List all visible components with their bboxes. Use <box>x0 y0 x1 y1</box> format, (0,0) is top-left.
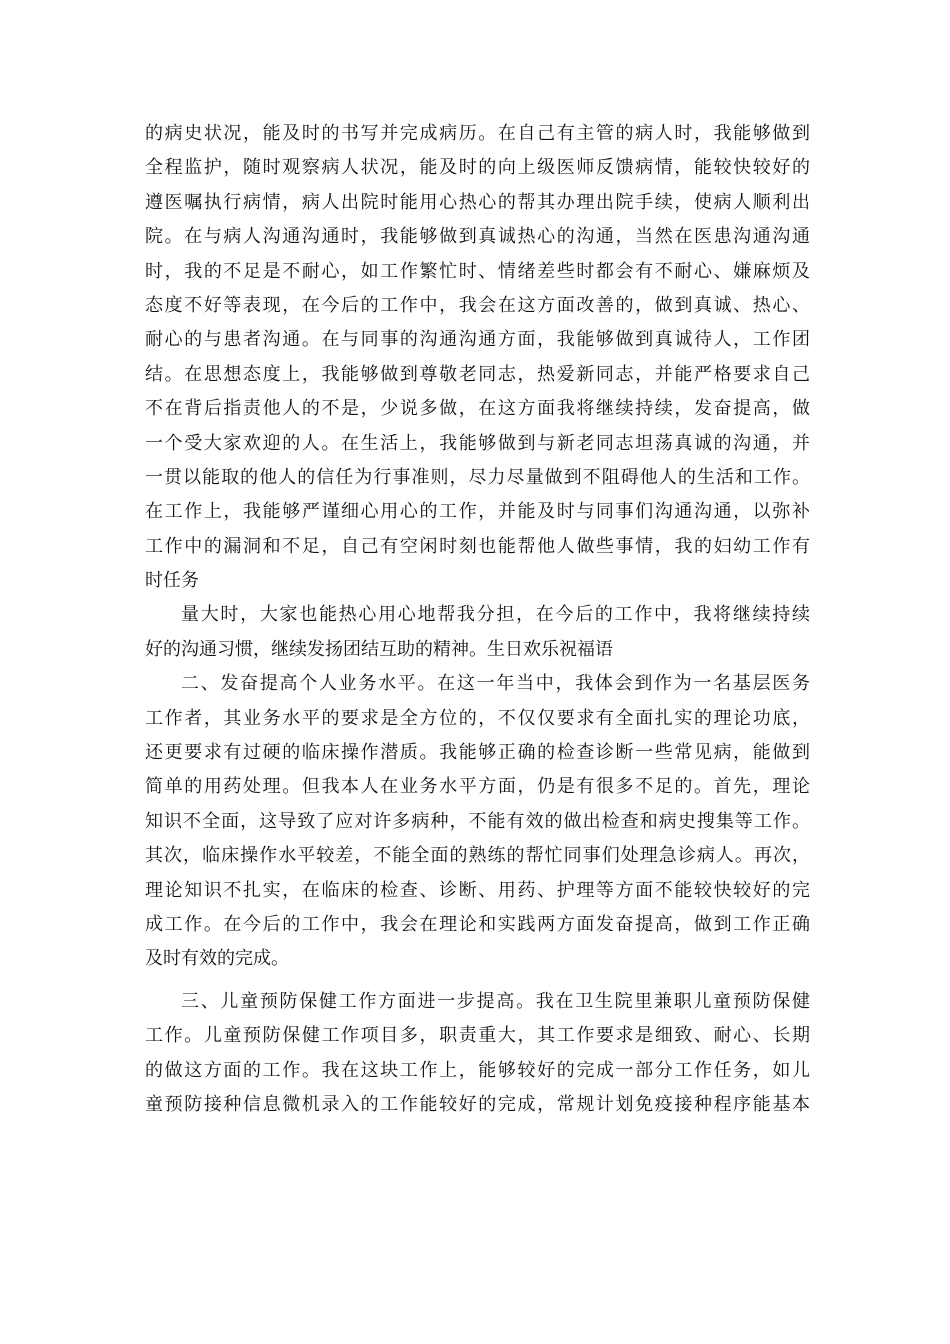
text-line: 时，我的不足是不耐心，如工作繁忙时、情绪差些时都会有不耐心、嫌麻烦及 <box>145 260 810 282</box>
text-line: 工作。儿童预防保健工作项目多，职责重大，其工作要求是细致、耐心、长期 <box>145 1025 810 1047</box>
text-line: 遵医嘱执行病情，病人出院时能用心热心的帮其办理出院手续，使病人顺利出 <box>145 191 810 213</box>
text-line: 不在背后指责他人的不是，少说多做，在这方面我将继续持续，发奋提高，做 <box>145 398 810 420</box>
text-line: 简单的用药处理。但我本人在业务水平方面，仍是有很多不足的。首先，理论 <box>145 776 810 798</box>
text-line: 一个受大家欢迎的人。在生活上，我能够做到与新老同志坦荡真诚的沟通，并 <box>145 432 810 454</box>
text-line: 工作中的漏洞和不足，自己有空闲时刻也能帮他人做些事情，我的妇幼工作有 <box>145 535 810 557</box>
text-line: 的做这方面的工作。我在这块工作上，能够较好的完成一部分工作任务，如儿 <box>145 1059 810 1081</box>
paragraph-1 <box>145 117 810 598</box>
text-line: 结。在思想态度上，我能够做到尊敬老同志，热爱新同志，并能严格要求自己 <box>145 363 810 385</box>
paragraph-2 <box>145 598 810 667</box>
text-line: 童预防接种信息微机录入的工作能较好的完成，常规计划免疫接种程序能基本 <box>145 1093 810 1115</box>
text-line: 其次，临床操作水平较差，不能全面的熟练的帮忙同事们处理急诊病人。再次， <box>145 845 810 867</box>
text-line: 耐心的与患者沟通。在与同事的沟通沟通方面，我能够做到真诚待人，工作团 <box>145 329 810 351</box>
paragraph-spacer <box>145 977 810 985</box>
text-line: 三、儿童预防保健工作方面进一步提高。我在卫生院里兼职儿童预防保健 <box>181 990 810 1012</box>
text-line: 及时有效的完成。 <box>145 948 289 970</box>
text-line: 态度不好等表现，在今后的工作中，我会在这方面改善的，做到真诚、热心、 <box>145 294 810 316</box>
text-line: 知识不全面，这导致了应对许多病种，不能有效的做出检查和病史搜集等工作。 <box>145 810 810 832</box>
text-line: 理论知识不扎实，在临床的检查、诊断、用药、护理等方面不能较快较好的完 <box>145 879 810 901</box>
text-line: 成工作。在今后的工作中，我会在理论和实践两方面发奋提高，做到工作正确 <box>145 913 810 935</box>
text-line: 的病史状况，能及时的书写并完成病历。在自己有主管的病人时，我能够做到 <box>145 123 810 144</box>
text-line: 量大时，大家也能热心用心地帮我分担，在今后的工作中，我将继续持续 <box>181 604 810 626</box>
text-line: 时任务 <box>145 570 199 592</box>
text-line: 工作者，其业务水平的要求是全方位的，不仅仅要求有全面扎实的理论功底， <box>145 707 810 729</box>
text-line: 还更要求有过硬的临床操作潜质。我能够正确的检查诊断一些常见病，能做到 <box>145 742 810 764</box>
document-body <box>145 117 810 1122</box>
text-line: 院。在与病人沟通沟通时，我能够做到真诚热心的沟通，当然在医患沟通沟通 <box>145 226 810 248</box>
text-line: 好的沟通习惯，继续发扬团结互助的精神。生日欢乐祝福语 <box>145 638 613 660</box>
text-line: 二、发奋提高个人业务水平。在这一年当中，我体会到作为一名基层医务 <box>181 673 810 695</box>
text-line: 在工作上，我能够严谨细心用心的工作，并能及时与同事们沟通沟通，以弥补 <box>145 501 810 523</box>
text-line: 全程监护，随时观察病人状况，能及时的向上级医师反馈病情，能较快较好的 <box>145 157 810 179</box>
text-line: 一贯以能取的他人的信任为行事准则，尽力尽量做到不阻碍他人的生活和工作。 <box>145 466 810 488</box>
paragraph-4 <box>145 985 810 1123</box>
paragraph-3 <box>145 667 810 977</box>
